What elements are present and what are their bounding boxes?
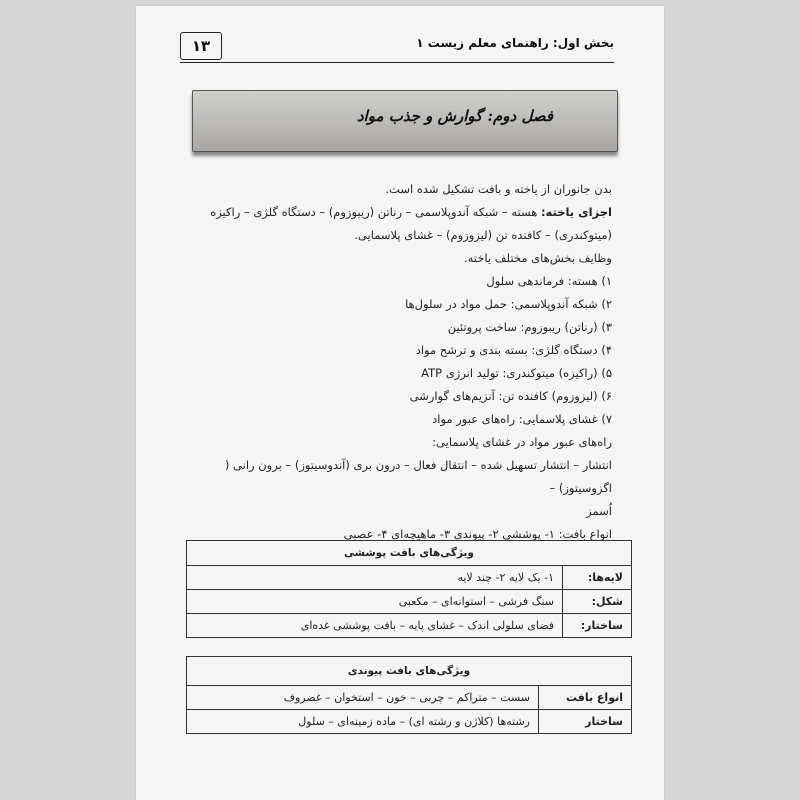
list-item: ۶) (لیزوزوم) کافنده تن: آنزیم‌های گوارشی bbox=[409, 389, 612, 403]
row-label: انواع بافت bbox=[539, 686, 632, 710]
body-text bbox=[176, 178, 612, 546]
row-value: سنگ فرشی – استوانه‌ای – مکعبی bbox=[187, 590, 563, 614]
table-title: ویژگی‌های بافت پیوندی bbox=[187, 657, 632, 686]
page-header bbox=[180, 32, 614, 63]
list-item: ۷) غشای پلاسمایی: راه‌های عبور مواد bbox=[432, 412, 612, 426]
cell-parts-text: هسته – شبکه آندوپلاسمی – رناتن (ریبوزوم) – دستگاه گلژی – راکیزه bbox=[210, 205, 541, 219]
list-item: ۳) (رناتن) ریبوزوم: ساخت پروتئین bbox=[447, 320, 612, 334]
row-value: ۱- یک لایه ۲- چند لایه bbox=[187, 566, 563, 590]
table-row bbox=[187, 710, 632, 734]
chapter-banner bbox=[192, 90, 618, 152]
transport-line-2: اُسمز bbox=[586, 504, 612, 518]
table-title: ویژگی‌های بافت پوششی bbox=[187, 541, 632, 566]
row-value: رشته‌ها (کلاژن و رشته ای) – ماده زمینه‌ای – سلول bbox=[187, 710, 539, 734]
running-title: بخش اول: راهنمای معلم زیست ۱ bbox=[416, 36, 614, 50]
list-item: ۵) (راکیزه) میتوکندری: تولید انرژی ATP bbox=[421, 366, 612, 380]
chapter-title: فصل دوم: گوارش و جذب مواد bbox=[356, 107, 553, 125]
cell-parts-line-2: (میتوکندری) – کافنده تن (لیزوزوم) – غشای پلاسمایی. bbox=[354, 228, 612, 242]
table-row bbox=[187, 566, 632, 590]
page-number: ۱۳ bbox=[180, 32, 222, 60]
transport-heading: راه‌های عبور مواد در غشای پلاسمایی: bbox=[432, 435, 612, 449]
cell-parts-line bbox=[176, 201, 612, 224]
intro-line: بدن جانوران از یاخته و بافت تشکیل شده است. bbox=[385, 182, 612, 196]
list-item: ۱) هسته: فرماندهی سلول bbox=[486, 274, 612, 288]
row-label: لایه‌ها: bbox=[563, 566, 632, 590]
book-page bbox=[136, 6, 664, 800]
row-label: شکل: bbox=[563, 590, 632, 614]
row-label: ساختار bbox=[539, 710, 632, 734]
table-row bbox=[187, 614, 632, 638]
list-item: ۴) دستگاه گلژی: بسته بندی و ترشح مواد bbox=[415, 343, 612, 357]
table-row bbox=[187, 590, 632, 614]
connective-tissue-table bbox=[186, 656, 632, 734]
row-value: فضای سلولی اندک – غشای پایه – بافت پوششی غده‌ای bbox=[187, 614, 563, 638]
row-value: سست – متراکم – چربی – خون – استخوان – غضروف bbox=[187, 686, 539, 710]
cell-parts-heading: اجزای یاخته: bbox=[540, 205, 612, 219]
row-label: ساختار: bbox=[563, 614, 632, 638]
transport-line: انتشار – انتشار تسهیل شده – انتقال فعال – درون بری (آندوسیتوز) – برون رانی ( اگزوسیتوز) – bbox=[224, 458, 612, 495]
tissue-types-line: انواع بافت: ۱- پوششی ۲- پیوندی ۳- ماهیچه‌ای ۴- عصبی bbox=[343, 527, 612, 541]
table-row bbox=[187, 686, 632, 710]
list-item: ۲) شبکه آندوپلاسمی: حمل مواد در سلول‌ها bbox=[405, 297, 612, 311]
functions-heading: وظایف بخش‌های مختلف یاخته. bbox=[463, 251, 612, 265]
epithelial-tissue-table bbox=[186, 540, 632, 638]
